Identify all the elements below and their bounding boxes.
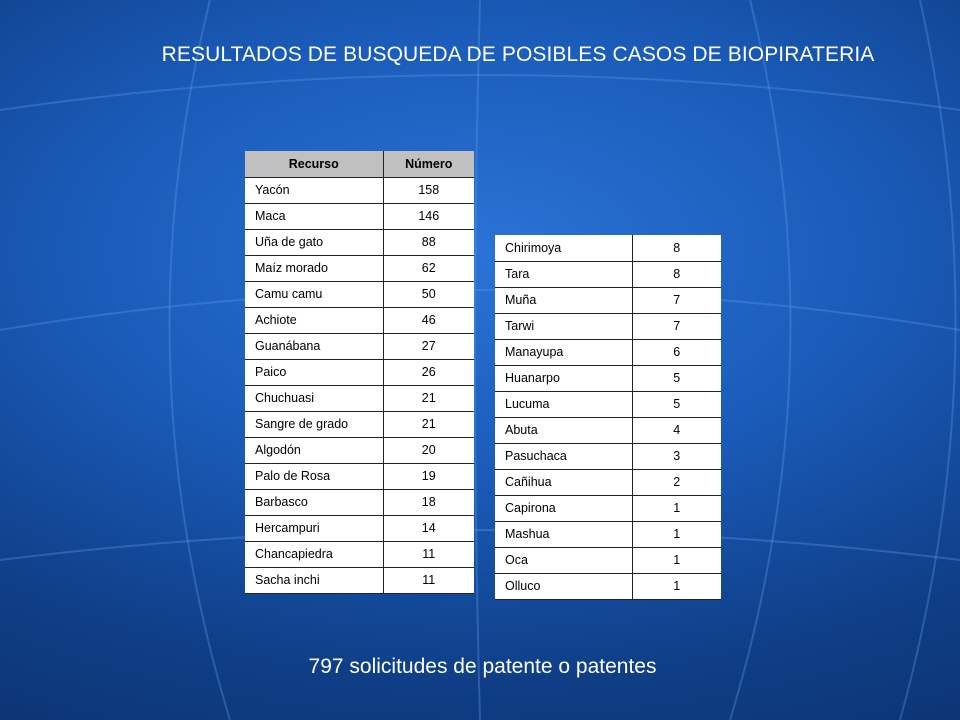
table-row [495, 573, 721, 599]
resource-count-cell: 7 [632, 313, 721, 339]
table-row [245, 281, 474, 307]
resource-count-cell: 46 [383, 307, 474, 333]
resource-count-cell: 50 [383, 281, 474, 307]
resource-name-cell: Hercampuri [245, 515, 383, 541]
resource-count-cell: 20 [383, 437, 474, 463]
table-row [495, 261, 721, 287]
resource-count-cell: 5 [632, 365, 721, 391]
resource-count-cell: 19 [383, 463, 474, 489]
table-row [495, 443, 721, 469]
table-row [495, 521, 721, 547]
resource-name-cell: Tara [495, 261, 632, 287]
resource-count-cell: 27 [383, 333, 474, 359]
resource-name-cell: Cañihua [495, 469, 632, 495]
resource-count-cell: 1 [632, 495, 721, 521]
resource-name-cell: Chuchuasi [245, 385, 383, 411]
resource-name-cell: Muña [495, 287, 632, 313]
resource-count-cell: 5 [632, 391, 721, 417]
resource-count-cell: 8 [632, 261, 721, 287]
resource-name-cell: Chancapiedra [245, 541, 383, 567]
resource-name-cell: Olluco [495, 573, 632, 599]
table-row [245, 541, 474, 567]
table-header-row [245, 151, 474, 177]
table-row [495, 339, 721, 365]
table-row [245, 411, 474, 437]
table-row [245, 229, 474, 255]
resource-count-cell: 8 [632, 235, 721, 261]
resource-count-cell: 21 [383, 385, 474, 411]
table-row [245, 567, 474, 593]
column-header-recurso: Recurso [245, 151, 383, 177]
resource-count-cell: 3 [632, 443, 721, 469]
column-header-numero: Número [383, 151, 474, 177]
resource-name-cell: Sangre de grado [245, 411, 383, 437]
resource-count-cell: 146 [383, 203, 474, 229]
resource-name-cell: Maíz morado [245, 255, 383, 281]
resource-name-cell: Sacha inchi [245, 567, 383, 593]
table-row [245, 385, 474, 411]
resource-count-cell: 2 [632, 469, 721, 495]
resource-name-cell: Yacón [245, 177, 383, 203]
resource-name-cell: Uña de gato [245, 229, 383, 255]
resource-count-cell: 6 [632, 339, 721, 365]
table-row [495, 287, 721, 313]
resource-count-cell: 11 [383, 567, 474, 593]
resource-name-cell: Guanábana [245, 333, 383, 359]
resource-name-cell: Barbasco [245, 489, 383, 515]
resource-name-cell: Mashua [495, 521, 632, 547]
table-row [245, 489, 474, 515]
resource-count-cell: 1 [632, 547, 721, 573]
resource-count-cell: 158 [383, 177, 474, 203]
table-row [495, 235, 721, 261]
resource-count-cell: 11 [383, 541, 474, 567]
table-row [245, 437, 474, 463]
resource-count-cell: 62 [383, 255, 474, 281]
resource-count-cell: 1 [632, 573, 721, 599]
table-row [245, 463, 474, 489]
resource-name-cell: Chirimoya [495, 235, 632, 261]
total-summary: 797 solicitudes de patente o patentes [308, 655, 657, 678]
resource-name-cell: Abuta [495, 417, 632, 443]
resource-name-cell: Algodón [245, 437, 383, 463]
resource-count-cell: 14 [383, 515, 474, 541]
resource-count-cell: 1 [632, 521, 721, 547]
resource-name-cell: Manayupa [495, 339, 632, 365]
table-row [495, 391, 721, 417]
resource-count-cell: 7 [632, 287, 721, 313]
table-row [495, 417, 721, 443]
resource-count-cell: 21 [383, 411, 474, 437]
resource-name-cell: Pasuchaca [495, 443, 632, 469]
resources-table-right [495, 235, 721, 600]
table-row [495, 313, 721, 339]
resource-name-cell: Maca [245, 203, 383, 229]
table-row [245, 307, 474, 333]
table-row [245, 359, 474, 385]
resource-name-cell: Achiote [245, 307, 383, 333]
resource-name-cell: Capirona [495, 495, 632, 521]
table-row [245, 177, 474, 203]
resource-name-cell: Huanarpo [495, 365, 632, 391]
table-row [245, 255, 474, 281]
table-row [495, 469, 721, 495]
resource-name-cell: Camu camu [245, 281, 383, 307]
table-row [245, 515, 474, 541]
page-title: RESULTADOS DE BUSQUEDA DE POSIBLES CASOS DE BIOPIRATERIA [161, 43, 875, 66]
resource-name-cell: Paico [245, 359, 383, 385]
table-row [495, 547, 721, 573]
resource-name-cell: Lucuma [495, 391, 632, 417]
resources-table-left [245, 151, 474, 594]
table-row [495, 495, 721, 521]
resource-name-cell: Oca [495, 547, 632, 573]
resource-name-cell: Palo de Rosa [245, 463, 383, 489]
table-row [495, 365, 721, 391]
resource-name-cell: Tarwi [495, 313, 632, 339]
resource-count-cell: 4 [632, 417, 721, 443]
table-row [245, 203, 474, 229]
table-row [245, 333, 474, 359]
resource-count-cell: 88 [383, 229, 474, 255]
resource-count-cell: 26 [383, 359, 474, 385]
resource-count-cell: 18 [383, 489, 474, 515]
